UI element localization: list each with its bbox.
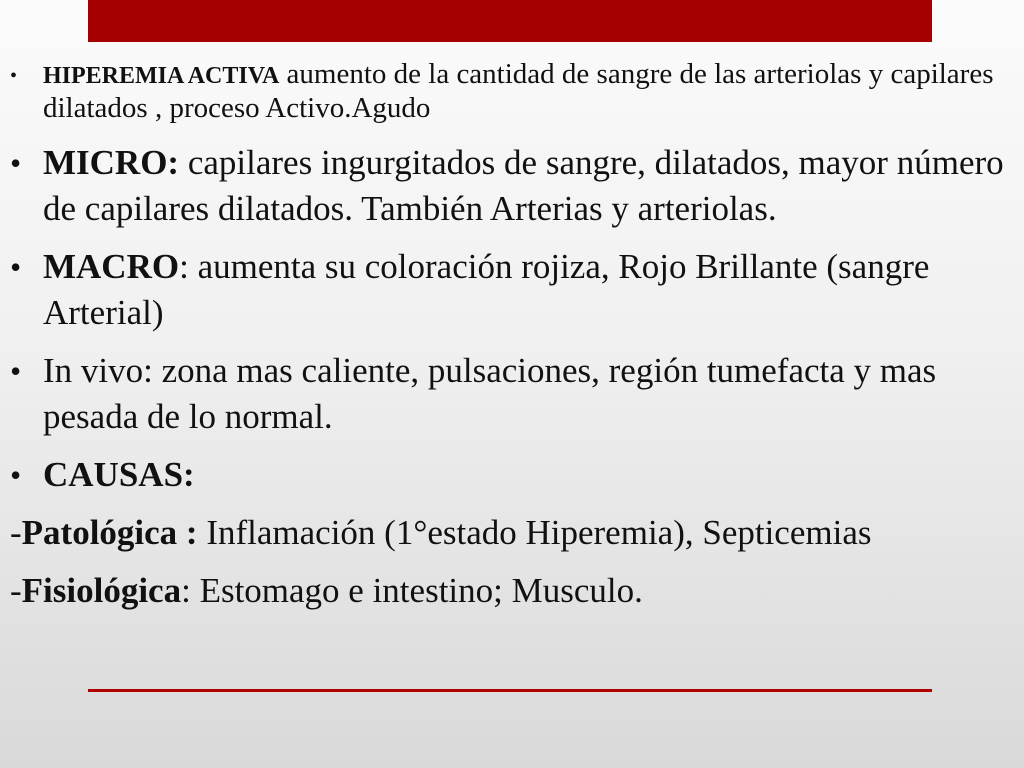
cause-lead: Patológica : [21, 513, 198, 552]
cause-lead: Fisiológica [21, 571, 182, 610]
cause-text: Inflamación (1°estado Hiperemia), Septicemias [197, 513, 872, 552]
cause-fisiologica [10, 568, 1010, 614]
cause-text: : Estomago e intestino; Musculo. [181, 571, 643, 610]
bullet-hiperemia-activa [10, 58, 1010, 124]
bullet-text: aumento de la cantidad de sangre de las arteriolas y capilares dilatados , proceso Activo.Agudo [43, 58, 994, 124]
bullet-lead: HIPEREMIA ACTIVA [43, 63, 280, 89]
bullet-lead: CAUSAS: [43, 455, 195, 494]
bullet-text: capilares ingurgitados de sangre, dilatados, mayor número de capilares dilatados. También Arterias y arteriolas. [43, 143, 1004, 228]
bottom-divider [88, 689, 932, 692]
cause-prefix: - [10, 571, 22, 610]
cause-patologica [10, 510, 1010, 556]
bullet-macro [10, 244, 1010, 336]
bullet-lead: MICRO: [43, 143, 180, 182]
top-accent-bar [88, 0, 932, 42]
cause-prefix: - [10, 513, 22, 552]
bullet-lead: MACRO [43, 247, 180, 286]
bullet-causas [10, 452, 1010, 498]
slide-content [10, 58, 1010, 626]
bullet-in-vivo [10, 348, 1010, 440]
bullet-text: : aumenta su coloración rojiza, Rojo Brillante (sangre Arterial) [43, 247, 930, 332]
bullet-micro [10, 140, 1010, 232]
bullet-text: In vivo: zona mas caliente, pulsaciones, región tumefacta y mas pesada de lo normal. [43, 351, 937, 436]
